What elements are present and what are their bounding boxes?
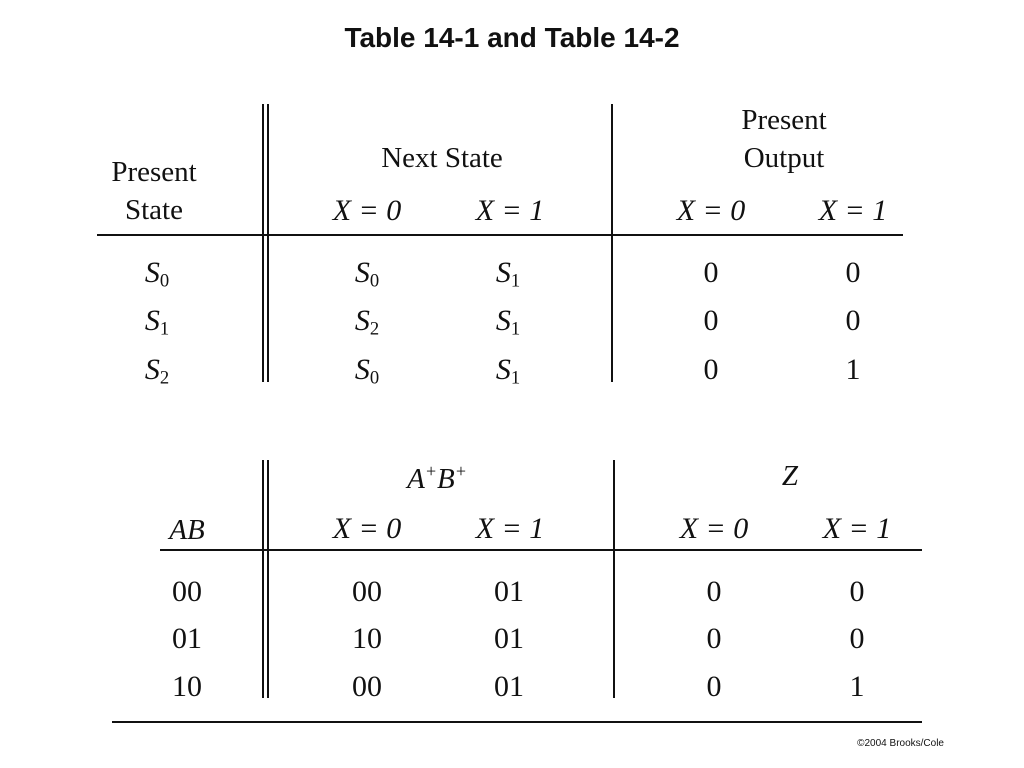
footer-rule xyxy=(112,721,922,723)
present-state-cell: $S_2$ xyxy=(144,353,170,389)
next-x1-label: X = 1 xyxy=(475,194,545,227)
next-x1-cell: 01 xyxy=(494,575,524,608)
ab-header: AB xyxy=(169,514,205,546)
header-rule xyxy=(97,234,903,236)
z-x1-cell: 1 xyxy=(849,670,865,703)
z-x0-cell: 0 xyxy=(706,622,722,655)
output-x1-cell: 1 xyxy=(845,353,861,386)
z-x0-cell: 0 xyxy=(706,670,722,703)
present-state-header-line2: State xyxy=(125,194,183,226)
present-state-header-line1: Present xyxy=(111,156,197,188)
double-divider-left xyxy=(262,460,264,698)
ab-cell: 00 xyxy=(172,575,202,608)
ab-cell: 01 xyxy=(172,622,202,655)
z-x0-label: X = 0 xyxy=(679,512,749,545)
double-divider-left xyxy=(262,104,264,382)
next-x0-cell: 10 xyxy=(352,622,382,655)
present-output-header-line2: Output xyxy=(743,142,825,174)
header-rule xyxy=(160,549,922,551)
next-state-header: Next State xyxy=(381,142,503,174)
z-x1-cell: 0 xyxy=(849,622,865,655)
next-state-x0-cell: $S_0$ xyxy=(354,353,380,389)
double-divider-right xyxy=(267,460,269,698)
output-divider xyxy=(611,104,613,382)
output-x0-cell: 0 xyxy=(703,353,719,386)
next-state-ab-header: A+B+ xyxy=(407,461,467,495)
ab-cell: 10 xyxy=(172,670,202,703)
slide-title: Table 14-1 and Table 14-2 xyxy=(344,22,680,53)
output-x0-cell: 0 xyxy=(703,256,719,289)
present-output-header-line1: Present xyxy=(741,104,827,136)
next-state-x0-cell: $S_0$ xyxy=(354,256,380,292)
present-state-cell: $S_1$ xyxy=(144,304,170,340)
next-state-x1-cell: $S_1$ xyxy=(495,353,521,389)
output-x1-cell: 0 xyxy=(845,304,861,337)
next-x0-cell: 00 xyxy=(352,670,382,703)
next-x1-cell: 01 xyxy=(494,670,524,703)
z-divider xyxy=(613,460,615,698)
present-state-cell: $S_0$ xyxy=(144,256,170,292)
z-x0-cell: 0 xyxy=(706,575,722,608)
z-x1-cell: 0 xyxy=(849,575,865,608)
next-state-x0-cell: $S_2$ xyxy=(354,304,380,340)
double-divider-right xyxy=(267,104,269,382)
output-x1-cell: 0 xyxy=(845,256,861,289)
next-state-x1-cell: $S_1$ xyxy=(495,256,521,292)
output-x0-label: X = 0 xyxy=(676,194,746,227)
z-x1-label: X = 1 xyxy=(822,512,892,545)
z-header: Z xyxy=(781,460,799,492)
output-x0-cell: 0 xyxy=(703,304,719,337)
next-x1-label: X = 1 xyxy=(475,512,545,545)
copyright-notice: ©2004 Brooks/Cole xyxy=(857,738,944,749)
next-state-x1-cell: $S_1$ xyxy=(495,304,521,340)
next-x0-label: X = 0 xyxy=(332,512,402,545)
next-x0-label: X = 0 xyxy=(332,194,402,227)
next-x1-cell: 01 xyxy=(494,622,524,655)
next-x0-cell: 00 xyxy=(352,575,382,608)
output-x1-label: X = 1 xyxy=(818,194,888,227)
